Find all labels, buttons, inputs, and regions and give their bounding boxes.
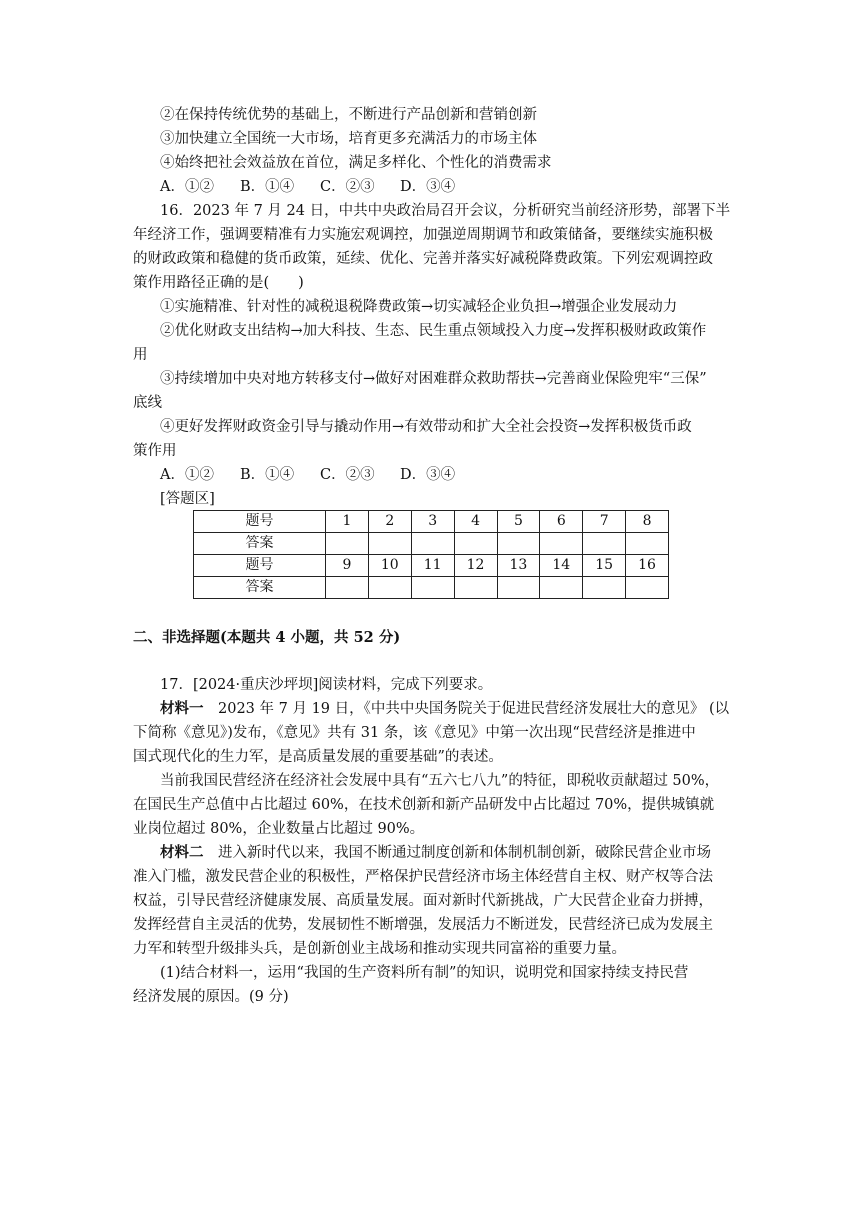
q15-option-2: ②在保持传统优势的基础上，不断进行产品创新和营销创新: [160, 107, 537, 123]
q16-item-3: ③持续增加中央对地方转移支付→做好对困难群众救助帮扶→完善商业保险兜牢“三保”: [160, 371, 707, 387]
question-number: 15: [583, 555, 626, 577]
q16-choice-b: B．①④: [240, 467, 295, 483]
q15-choices: [160, 175, 750, 199]
answer-cell[interactable]: [540, 577, 583, 599]
table-row: [194, 577, 669, 599]
material-1-para2-line: 业岗位超过 80%，企业数量占比超过 90%。: [133, 821, 425, 837]
question-number: 16: [626, 555, 669, 577]
section-2-title: 二、非选择题(本题共 4 小题，共 52 分): [133, 629, 401, 646]
material-2-line: 权益，引导民营经济健康发展、高质量发展。面对新时代新挑战，广大民营企业奋力拼搏，: [133, 893, 713, 909]
q15-option-3: ③加快建立全国统一大市场，培育更多充满活力的市场主体: [160, 131, 537, 147]
q17-intro: 17．[2024·重庆沙坪坝]阅读材料，完成下列要求。: [160, 677, 493, 693]
question-number: 5: [497, 511, 540, 533]
q17-part1-line: 经济发展的原因。(9 分): [133, 989, 289, 1005]
material-2-line: 准入门槛，激发民营企业的积极性，严格保护民营经济市场主体经营自主权、财产权等合法: [133, 869, 713, 885]
answer-cell[interactable]: [411, 533, 454, 555]
row-label-answer: 答案: [194, 577, 326, 599]
material-1-label: 材料一: [160, 700, 204, 717]
table-row: [194, 533, 669, 555]
question-number: 1: [326, 511, 369, 533]
answer-cell[interactable]: [626, 533, 669, 555]
material-1-line: 下简称《意见》)发布，《意见》共有 31 条，该《意见》中第一次出现“民营经济是推进中: [133, 725, 696, 741]
answer-cell[interactable]: [368, 577, 411, 599]
q16-choice-c: C．②③: [320, 467, 375, 483]
answer-cell[interactable]: [540, 533, 583, 555]
q16-item-4: ④更好发挥财政资金引导与撬动作用→有效带动和扩大全社会投资→发挥积极货币政: [160, 419, 692, 435]
material-1-para2-line: 当前我国民营经济在经济社会发展中具有“五六七八九”的特征，即税收贡献超过 50%，: [160, 773, 720, 789]
question-number: 12: [454, 555, 497, 577]
material-2-label: 材料二: [160, 844, 204, 861]
q16-item-1: ①实施精准、针对性的减税退税降费政策→切实减轻企业负担→增强企业发展动力: [160, 299, 678, 315]
material-2-text: 进入新时代以来，我国不断通过制度创新和体制机制创新，破除民营企业市场: [203, 845, 711, 861]
q15-choice-d: D．③④: [400, 179, 456, 195]
q16-item-2-cont: 用: [133, 347, 148, 363]
q16-stem-line: 年经济工作，强调要精准有力实施宏观调控，加强逆周期调节和政策储备，要继续实施积极: [133, 227, 713, 243]
answer-cell[interactable]: [454, 577, 497, 599]
answer-table: [193, 510, 669, 599]
q16-item-2: ②优化财政支出结构→加大科技、生态、民生重点领域投入力度→发挥积极财政政策作: [160, 323, 707, 339]
answer-cell[interactable]: [411, 577, 454, 599]
row-label-answer: 答案: [194, 533, 326, 555]
material-1-text: 2023 年 7 月 19 日，《中共中央国务院关于促进民营经济发展壮大的意见》 (以: [203, 701, 730, 717]
answer-cell[interactable]: [497, 533, 540, 555]
answer-cell[interactable]: [368, 533, 411, 555]
q16-item-3-cont: 底线: [133, 395, 162, 411]
question-number: 3: [411, 511, 454, 533]
table-row: [194, 555, 669, 577]
question-number: 8: [626, 511, 669, 533]
question-number: 6: [540, 511, 583, 533]
answer-cell[interactable]: [326, 533, 369, 555]
answer-cell[interactable]: [583, 577, 626, 599]
question-number: 14: [540, 555, 583, 577]
q15-choice-c: C．②③: [320, 179, 375, 195]
q15-choice-b: B．①④: [240, 179, 295, 195]
q15-option-4: ④始终把社会效益放在首位，满足多样化、个性化的消费需求: [160, 155, 552, 171]
q17-part1-line: (1)结合材料一，运用“我国的生产资料所有制”的知识，说明党和国家持续支持民营: [160, 965, 689, 981]
q16-choice-a: A．①②: [160, 467, 214, 483]
answer-cell[interactable]: [454, 533, 497, 555]
question-number: 13: [497, 555, 540, 577]
question-number: 2: [368, 511, 411, 533]
question-number: 10: [368, 555, 411, 577]
question-number: 4: [454, 511, 497, 533]
material-2-line: [160, 841, 750, 865]
answer-cell[interactable]: [626, 577, 669, 599]
table-row: [194, 511, 669, 533]
row-label-number: 题号: [194, 511, 326, 533]
material-1-line: 国式现代化的生力军，是高质量发展的重要基础”的表述。: [133, 749, 503, 765]
q15-choice-a: A．①②: [160, 179, 214, 195]
q16-stem-line: 16．2023 年 7 月 24 日，中共中央政治局召开会议，分析研究当前经济形势，部署下半: [160, 203, 731, 219]
material-2-line: 力军和转型升级排头兵，是创新创业主战场和推动实现共同富裕的重要力量。: [133, 941, 626, 957]
q16-choices: [160, 463, 750, 487]
material-2-line: 发挥经营自主灵活的优势，发展韧性不断增强，发展活力不断迸发，民营经济已成为发展主: [133, 917, 713, 933]
material-1-line: [160, 697, 750, 721]
material-1-para2-line: 在国民生产总值中占比超过 60%，在技术创新和新产品研发中占比超过 70%，提供城镇就: [133, 797, 715, 813]
answer-cell[interactable]: [583, 533, 626, 555]
question-number: 11: [411, 555, 454, 577]
answer-area-label: [答题区]: [160, 491, 215, 507]
answer-cell[interactable]: [326, 577, 369, 599]
answer-cell[interactable]: [497, 577, 540, 599]
question-number: 9: [326, 555, 369, 577]
q16-stem-line: 的财政政策和稳健的货币政策，延续、优化、完善并落实好减税降费政策。下列宏观调控政: [133, 251, 713, 267]
question-number: 7: [583, 511, 626, 533]
q16-stem-line: 策作用路径正确的是( ): [133, 275, 304, 291]
q16-item-4-cont: 策作用: [133, 443, 177, 459]
row-label-number: 题号: [194, 555, 326, 577]
q16-choice-d: D．③④: [400, 467, 456, 483]
